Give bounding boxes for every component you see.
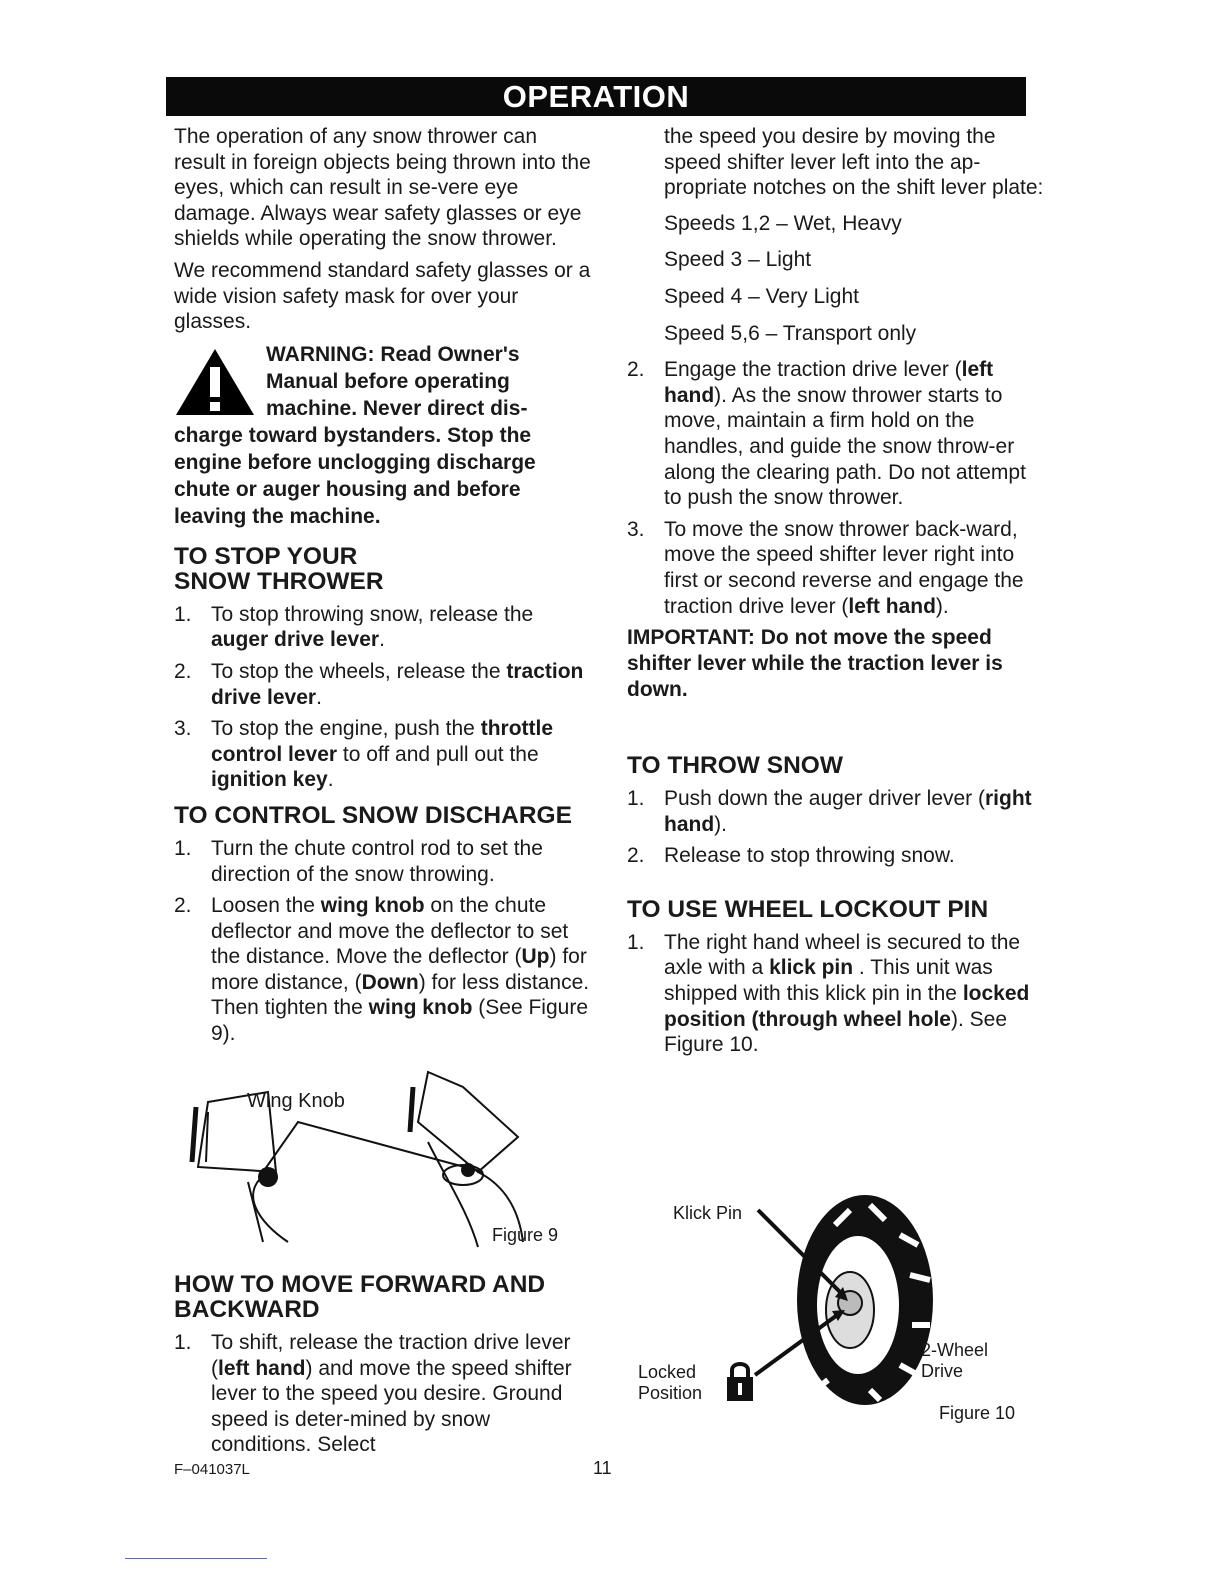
item-bold: wing knob	[320, 894, 425, 918]
item-bold: klick pin	[769, 956, 854, 980]
control-list	[174, 836, 594, 1047]
bottom-rule	[125, 1558, 267, 1559]
stop-heading-line-1: TO STOP YOUR	[174, 542, 358, 570]
two-wheel-drive-label	[921, 1340, 988, 1382]
locked-position-line-2: Position	[638, 1383, 703, 1403]
list-item	[627, 517, 1047, 619]
warning-block	[174, 341, 594, 530]
item-bold: left hand	[848, 594, 936, 618]
speed-line: Speeds 1,2 – Wet, Heavy	[664, 211, 902, 235]
item-text: .	[316, 685, 322, 709]
item-text: Loosen the	[211, 894, 321, 918]
item-number: 2.	[627, 844, 645, 868]
figure-9-label: Wing Knob	[247, 1090, 345, 1112]
left-column	[174, 124, 594, 1053]
list-item	[627, 930, 1047, 1058]
warning-line-1: WARNING: Read Owner's	[266, 342, 520, 366]
list-item	[174, 659, 594, 710]
item-text: To shift, release the traction drive lever (	[211, 1331, 571, 1380]
list-item	[174, 893, 594, 1047]
item-bold: left hand	[218, 1356, 306, 1380]
list-item	[174, 836, 594, 887]
lockout-heading: TO USE WHEEL LOCKOUT PIN	[627, 895, 989, 923]
item-text: Turn the chute control rod to set the direction of the snow throwing.	[211, 836, 543, 886]
item-text: (See Figure 9).	[211, 996, 589, 1046]
item-bold: Down	[361, 970, 419, 994]
two-wheel-drive-line-2: Drive	[921, 1361, 964, 1381]
item-number: 1.	[174, 836, 192, 860]
continued-paragraph: the speed you desire by moving the speed shifter lever left into the ap-propriate notches on the shift lever plate:	[664, 125, 1044, 200]
item-bold: Up	[521, 945, 550, 969]
item-text: .	[379, 628, 385, 652]
item-number: 2.	[174, 894, 192, 918]
lock-icon	[726, 1360, 754, 1402]
stop-heading	[174, 544, 594, 594]
item-text: Release to stop throwing snow.	[664, 844, 955, 868]
list-item	[174, 602, 594, 653]
klick-pin-label: Klick Pin	[673, 1203, 743, 1223]
engage-list	[627, 357, 1047, 619]
item-text: To stop throwing snow, release the	[211, 602, 534, 626]
page-title: OPERATION	[166, 77, 1026, 116]
item-bold: auger drive lever	[211, 628, 380, 652]
item-bold: left hand	[664, 358, 994, 407]
item-text: ) and move the speed shifter lever to the speed you desire. Ground speed is deter-mined by snow conditions. Select	[211, 1356, 572, 1457]
two-wheel-drive-line-1: 2-Wheel	[921, 1340, 989, 1360]
move-list	[174, 1330, 594, 1458]
item-bold: locked position (through wheel hole	[664, 982, 1030, 1031]
item-number: 1.	[627, 930, 645, 954]
page-number: 11	[593, 1458, 612, 1478]
item-text: to off and pull out the	[337, 742, 539, 766]
speed-line: Speed 5,6 – Transport only	[664, 321, 917, 345]
recommend-paragraph: We recommend standard safety glasses or a wide vision safety mask for over your glasses.	[174, 258, 591, 334]
item-bold: throttle control lever	[211, 717, 554, 766]
move-heading-line-1: HOW TO MOVE FORWARD AND	[174, 1271, 546, 1298]
figure-9-illustration	[178, 1062, 578, 1252]
item-number: 1.	[627, 787, 645, 811]
stop-list	[174, 602, 594, 793]
control-heading: TO CONTROL SNOW DISCHARGE	[174, 801, 572, 829]
warning-line-2: Manual before operating	[266, 369, 510, 393]
item-text: ) for less distance. Then tighten the	[211, 970, 590, 1020]
locked-position-line-1: Locked	[638, 1362, 697, 1382]
item-bold: wing knob	[368, 996, 473, 1020]
move-heading-line-2: BACKWARD	[174, 1296, 320, 1323]
item-number: 2.	[627, 358, 645, 382]
right-column	[627, 124, 1047, 1064]
lockout-list	[627, 930, 1047, 1058]
move-section	[174, 1272, 594, 1464]
item-number: 3.	[627, 517, 645, 541]
item-number: 2.	[174, 659, 192, 683]
throw-list	[627, 786, 1047, 869]
list-item	[627, 843, 1047, 869]
item-text: Engage the traction drive lever (	[664, 358, 962, 382]
item-text: ).	[714, 812, 727, 836]
figure-10-caption: Figure 10	[939, 1403, 1016, 1423]
item-text: To move the snow thrower back-ward, move the speed shifter lever right into first or second reverse and engage the traction drive lever (	[664, 517, 1024, 618]
important-note: IMPORTANT: Do not move the speed shifter lever while the traction lever is down.	[627, 626, 1003, 702]
item-text: .	[327, 768, 334, 792]
speed-line: Speed 4 – Very Light	[664, 284, 859, 308]
list-item	[627, 357, 1047, 511]
item-text: To stop the wheels, release the	[211, 659, 507, 683]
document-code: F–041037L	[174, 1461, 250, 1478]
item-text: ). See Figure 10.	[664, 1007, 1008, 1057]
list-item	[627, 786, 1047, 837]
list-item	[174, 716, 594, 793]
item-number: 1.	[174, 1331, 192, 1354]
warning-icon	[174, 347, 256, 417]
item-text: The right hand wheel is secured to the axle with a	[664, 930, 1021, 980]
locked-position-label	[638, 1362, 702, 1404]
speed-line: Speed 3 – Light	[664, 248, 812, 272]
item-text: To stop the engine, push the	[211, 717, 481, 741]
item-number: 3.	[174, 717, 192, 741]
item-number: 1.	[174, 602, 192, 626]
item-text: ). As the snow thrower starts to move, maintain a firm hold on the handles, and guide the snow throw-er along the clearing path. Do not attempt to push the snow thrower.	[664, 383, 1026, 510]
throw-heading: TO THROW SNOW	[627, 752, 843, 780]
warning-text: charge toward bystanders. Stop the engine before unclogging discharge chute or auger housing and before leaving the machine.	[174, 423, 536, 528]
list-item	[174, 1330, 594, 1458]
stop-heading-line-2: SNOW THROWER	[174, 567, 384, 595]
item-text: . This unit was shipped with this klick pin in the	[664, 956, 993, 1006]
warning-line-3: machine. Never direct dis-	[266, 396, 528, 420]
move-heading	[174, 1272, 594, 1322]
item-text: on the chute deflector and move the deflector to set the distance. Move the deflector (	[211, 894, 569, 969]
item-text: ) for more distance, (	[211, 945, 587, 994]
intro-paragraph: The operation of any snow thrower can result in foreign objects being thrown into the eyes, which can result in se-vere eye damage. Always wear safety glasses or eye shields while operating the snow thrower.	[174, 125, 591, 251]
item-text: ).	[935, 594, 949, 618]
figure-10-wheel-illustration	[740, 1185, 950, 1415]
item-bold: ignition key	[211, 768, 328, 792]
item-bold: right hand	[664, 787, 1032, 836]
item-bold: traction drive lever	[211, 659, 584, 709]
item-text: Push down the auger driver lever (	[664, 787, 985, 811]
figure-9-caption: Figure 9	[492, 1225, 559, 1245]
